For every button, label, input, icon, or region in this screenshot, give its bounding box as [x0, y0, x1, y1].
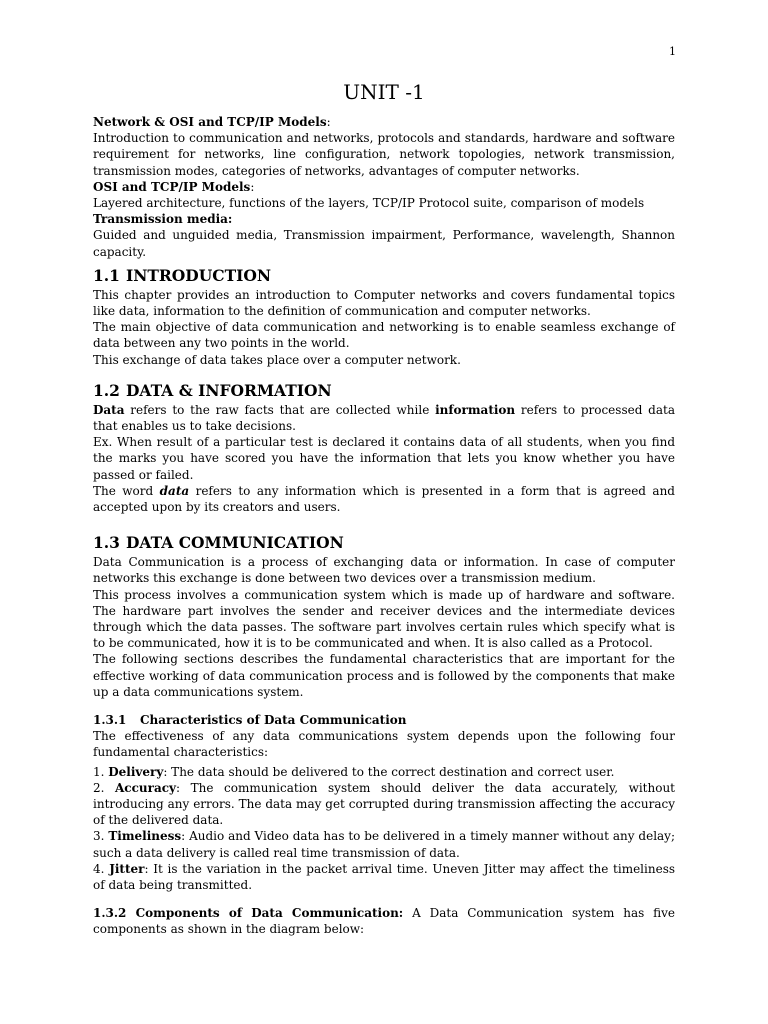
list-item-text: : It is the variation in the packet arrival time. Uneven Jitter may affect the timeliness of data being transmitted.: [93, 861, 676, 892]
section-title: DATA & INFORMATION: [125, 380, 332, 400]
term-data-italic: data: [159, 483, 190, 498]
list-item-number: 2.: [93, 780, 115, 795]
syllabus-osi-text: Layered architecture, functions of the layers, TCP/IP Protocol suite, comparison of models: [93, 196, 645, 211]
data-comm-paragraph-1: Data Communication is a process of exchanging data or information. In case of computer networks this exchange is done between two devices over a transmission medium.: [93, 555, 675, 586]
syllabus-osi-heading: OSI and TCP/IP Models: [93, 179, 251, 194]
data-info-text: refers to processed data that enables us to take decisions.: [93, 402, 675, 434]
list-item-term: Delivery: [108, 764, 164, 779]
syllabus-network-models-heading: Network & OSI and TCP/IP Models: [93, 115, 327, 129]
list-item: [93, 828, 675, 860]
characteristics-intro: The effectiveness of any data communications system depends upon the following four fundamental characteristics:: [93, 729, 675, 760]
syllabus-media-heading: Transmission media:: [93, 212, 233, 227]
term-information: information: [435, 402, 516, 417]
data-comm-paragraph-2: This process involves a communication system which is made up of hardware and software. The hardware part involves the sender and receiver devices and the intermediate devices through which the data passes. The software part involves certain rules which specify what is to be communicated, how it is to be communicated and when. It is also called as a Protocol.: [93, 587, 675, 651]
section-number: 1.2: [93, 380, 120, 400]
list-item-text: : The data should be delivered to the correct destination and correct user.: [163, 764, 615, 779]
components-text: A Data Communication system has five components as shown in the diagram below:: [93, 906, 675, 937]
list-item: [93, 780, 675, 829]
syllabus-network-models: [93, 114, 675, 179]
section-title: INTRODUCTION: [125, 265, 272, 285]
intro-paragraph-3: This exchange of data takes place over a computer network.: [93, 352, 461, 367]
section-heading-1-2: [93, 381, 675, 401]
page-number: 1: [669, 45, 676, 58]
list-item-term: Timeliness: [108, 829, 182, 844]
term-data: Data: [93, 402, 125, 417]
syllabus-media-text: Guided and unguided media, Transmission impairment, Performance, wavelength, Shannon capacity.: [93, 228, 675, 259]
list-item: [93, 861, 675, 893]
unit-title: UNIT -1: [343, 80, 425, 104]
components-paragraph: [93, 905, 675, 937]
list-item-number: 1.: [93, 764, 109, 779]
section-number: 1.3: [93, 533, 120, 553]
characteristics-list: [93, 764, 675, 894]
syllabus-network-models-colon: :: [326, 115, 331, 129]
section-heading-1-1: [93, 266, 675, 286]
list-item-term: Accuracy: [115, 780, 177, 795]
section-number: 1.1: [93, 265, 120, 285]
section-title: DATA COMMUNICATION: [125, 533, 344, 553]
data-comm-paragraph-3: The following sections describes the fundamental characteristics that are important for the effective working of data communication process and is followed by the components that make up a data communications system.: [93, 652, 675, 699]
intro-paragraph-1: This chapter provides an introduction to Computer networks and covers fundamental topics like data, information to the definition of communication and computer networks.: [93, 287, 675, 319]
data-info-text: refers to the raw facts that are collected while: [124, 402, 436, 417]
subsection-title: Characteristics of Data Communication: [140, 713, 407, 728]
syllabus-osi-colon: :: [250, 179, 255, 194]
list-item-text: : The communication system should deliver the data accurately, without introducing any errors. The data may get corrupted during transmission affecting the accuracy of the delivered data.: [93, 780, 676, 828]
syllabus-osi: [93, 179, 675, 211]
data-info-paragraph-2: Ex. When result of a particular test is declared it contains data of all students, when you find the marks you have scored you have the information that lets you know whether you have passed or failed.: [93, 435, 675, 482]
list-item-number: 4.: [93, 861, 110, 876]
subsection-number: 1.3.1: [93, 713, 127, 728]
syllabus: [93, 114, 675, 260]
data-info-text: The word: [93, 483, 160, 498]
data-info-paragraph-1: [93, 402, 675, 434]
list-item-text: : Audio and Video data has to be delivered in a timely manner without any delay; such a data delivery is called real time transmission of data.: [93, 829, 676, 860]
data-info-paragraph-3: [93, 483, 675, 515]
list-item-number: 3.: [93, 829, 109, 844]
subsection-heading-1-3-2: 1.3.2 Components of Data Communication:: [93, 906, 404, 921]
page-content: [93, 76, 675, 938]
data-info-text: refers to any information which is presented in a form that is agreed and accepted upon by its creators and users.: [93, 483, 675, 515]
list-item-term: Jitter: [109, 861, 145, 876]
subsection-heading-1-3-1: [93, 712, 675, 728]
intro-paragraph-2: The main objective of data communication and networking is to enable seamless exchange of data between any two points in the world.: [93, 320, 675, 351]
section-heading-1-3: [93, 533, 675, 553]
list-item: [93, 764, 675, 780]
syllabus-network-models-text: Introduction to communication and networks, protocols and standards, hardware and software requirement for networks, line configuration, network topologies, network transmission, transmission modes, categories of networks, advantages of computer networks.: [93, 131, 675, 178]
